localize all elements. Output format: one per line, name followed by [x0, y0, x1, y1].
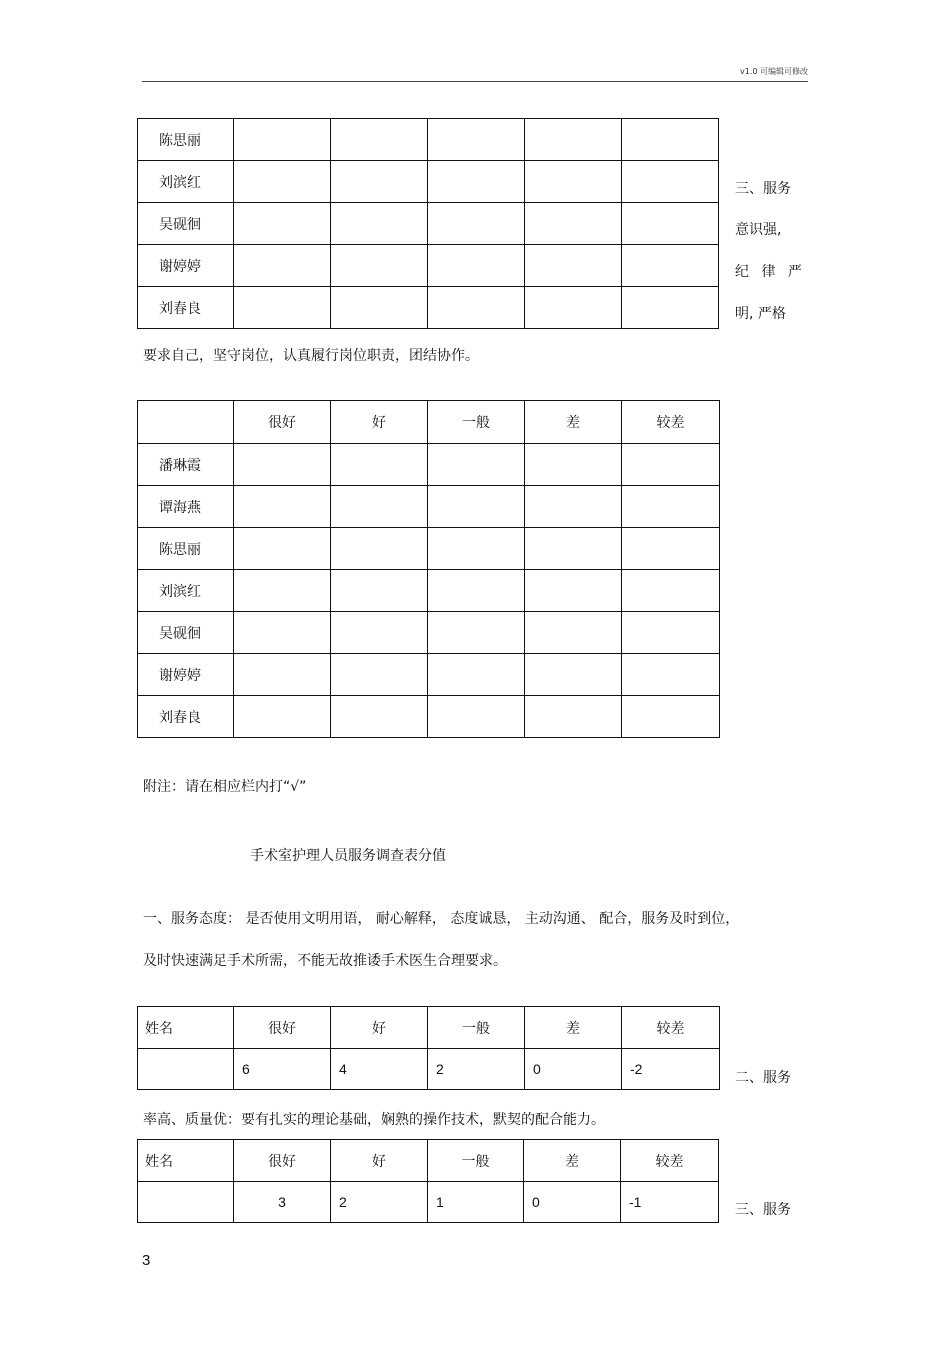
name-cell: 谢婷婷 [138, 654, 234, 696]
header-cell: 好 [331, 1140, 428, 1182]
side-text-line: 二、服务 [735, 1070, 791, 1086]
page-number: 3 [142, 1252, 151, 1269]
header-cell: 一般 [428, 1007, 525, 1049]
table-row [138, 654, 720, 696]
table-row [138, 1182, 719, 1223]
header-cell: 较差 [622, 1007, 720, 1049]
name-cell: 陈思丽 [138, 119, 234, 161]
header-cell: 姓名 [138, 1140, 234, 1182]
table-row [138, 528, 720, 570]
value-cell: 2 [331, 1182, 428, 1223]
header-cell: 差 [525, 1007, 622, 1049]
value-cell: 3 [234, 1182, 331, 1223]
paragraph-text: 要求自己，坚守岗位，认真履行岗位职责，团结协作。 [143, 348, 479, 364]
table-row [138, 245, 719, 287]
name-cell: 刘滨红 [138, 570, 234, 612]
value-cell: 0 [524, 1182, 621, 1223]
side-text-line: 三、服务 [735, 1202, 791, 1218]
header-cell: 一般 [428, 1140, 524, 1182]
value-cell: 6 [234, 1049, 331, 1090]
name-cell: 谭海燕 [138, 486, 234, 528]
score-table-attitude [137, 1006, 720, 1090]
header-cell: 差 [525, 401, 622, 444]
side-text-line: 三、服务 [735, 181, 791, 197]
side-text-line: 纪 律 严 [735, 264, 806, 280]
table-row [138, 486, 720, 528]
header-cell: 差 [524, 1140, 621, 1182]
table-row [138, 161, 719, 203]
value-cell [138, 1049, 234, 1090]
paragraph-text: 一、服务态度： 是否使用文明用语， 耐心解释， 态度诚恳， 主动沟通、 配合，服务及时到位， [143, 911, 740, 927]
paragraph-text: 及时快速满足手术所需，不能无故推诿手术医生合理要求。 [143, 953, 507, 969]
header-cell: 姓名 [138, 1007, 234, 1049]
header-cell: 一般 [428, 401, 525, 444]
value-cell: 4 [331, 1049, 428, 1090]
header-cell: 好 [331, 401, 428, 444]
name-cell: 刘春良 [138, 696, 234, 738]
name-cell: 吴砚徊 [138, 203, 234, 245]
table-row [138, 570, 720, 612]
value-cell: -2 [622, 1049, 720, 1090]
table-header-row [138, 1140, 719, 1182]
section-title: 手术室护理人员服务调查表分值 [250, 848, 446, 864]
value-cell: 0 [525, 1049, 622, 1090]
table-row [138, 287, 719, 329]
header-cell: 较差 [621, 1140, 719, 1182]
header-cell: 很好 [234, 1007, 331, 1049]
table-row [138, 119, 719, 161]
name-cell: 刘春良 [138, 287, 234, 329]
evaluation-table-continued [137, 118, 719, 329]
table-row [138, 1049, 720, 1090]
name-cell: 谢婷婷 [138, 245, 234, 287]
name-cell: 潘琳霞 [138, 444, 234, 486]
footnote-text: 附注：请在相应栏内打“√” [143, 779, 307, 795]
table-row [138, 696, 720, 738]
paragraph-text: 率高、质量优：要有扎实的理论基础，娴熟的操作技术，默契的配合能力。 [143, 1112, 605, 1128]
side-text-line: 明, 严格 [735, 306, 786, 322]
table-header-row [138, 1007, 720, 1049]
value-cell [138, 1182, 234, 1223]
header-version-text: v1.0 可编辑可修改 [740, 67, 808, 76]
header-cell: 较差 [622, 401, 720, 444]
side-text-line: 意识强, [735, 222, 782, 238]
table-row [138, 203, 719, 245]
header-cell: 好 [331, 1007, 428, 1049]
header-rule [142, 81, 808, 82]
score-table-quality [137, 1139, 719, 1223]
name-cell: 刘滨红 [138, 161, 234, 203]
name-cell: 陈思丽 [138, 528, 234, 570]
table-header-row [138, 401, 720, 444]
table-row [138, 612, 720, 654]
value-cell: 1 [428, 1182, 524, 1223]
name-cell: 吴砚徊 [138, 612, 234, 654]
value-cell: 2 [428, 1049, 525, 1090]
header-cell [138, 401, 234, 444]
evaluation-table [137, 400, 720, 738]
value-cell: -1 [621, 1182, 719, 1223]
header-cell: 很好 [234, 1140, 331, 1182]
header-cell: 很好 [234, 401, 331, 444]
table-row [138, 444, 720, 486]
